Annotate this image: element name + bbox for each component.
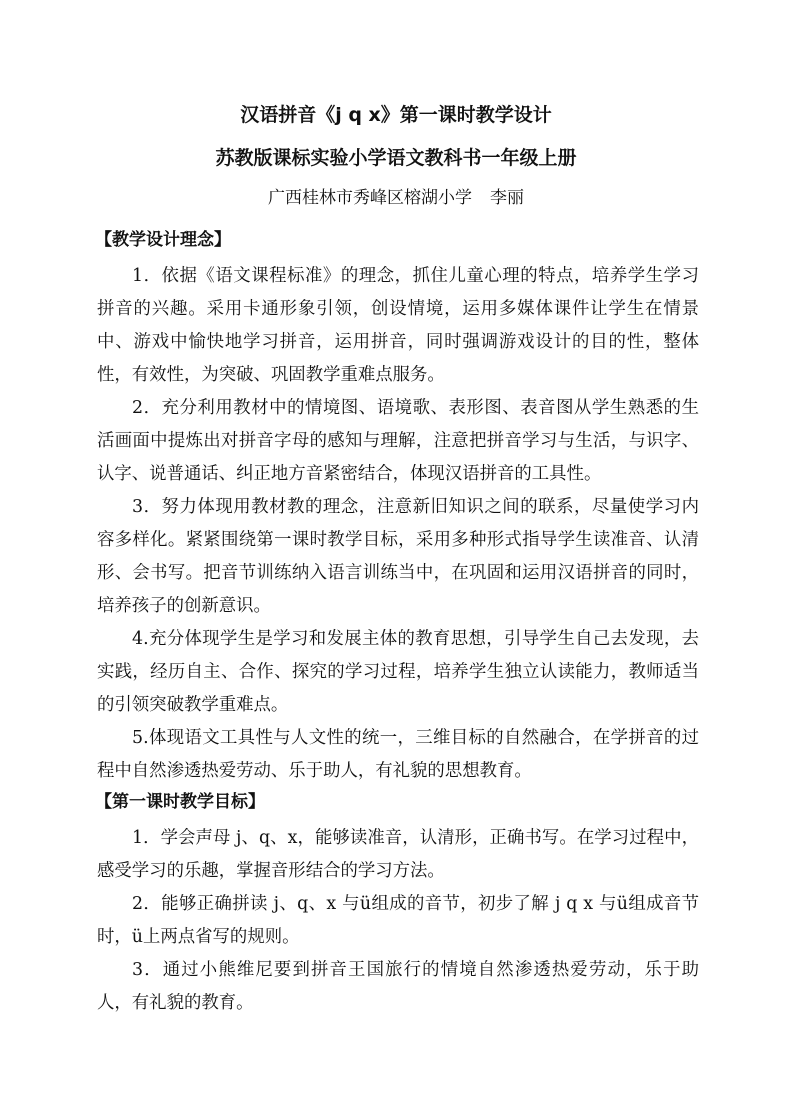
document-title: 汉语拼音《j q x》第一课时教学设计 bbox=[240, 104, 552, 126]
author-school: 广西桂林市秀峰区榕湖小学 bbox=[268, 188, 472, 208]
paragraph: 1．学会声母 j、q、x，能够读准音，认清形，正确书写。在学习过程中，感受学习的乐趣，掌握音形结合的学习方法。 bbox=[97, 828, 699, 881]
paragraph: 5.体现语文工具性与人文性的统一，三维目标的自然融合，在学拼音的过程中自然渗透热爱劳动、乐于助人，有礼貌的思想教育。 bbox=[97, 728, 699, 781]
section-heading-lesson-objectives: 【第一课时教学目标】 bbox=[95, 792, 265, 812]
paragraph: 2．充分利用教材中的情境图、语境歌、表形图、表音图从学生熟悉的生活画面中提炼出对拼音字母的感知与理解，注意把拼音学习与生活，与识字、认字、说普通话、纠正地方音紧密结合，体现汉语拼音的工具性。 bbox=[97, 398, 699, 484]
section-heading-design-philosophy: 【教学设计理念】 bbox=[95, 230, 231, 250]
paragraph: 3．通过小熊维尼要到拼音王国旅行的情境自然渗透热爱劳动，乐于助人，有礼貌的教育。 bbox=[97, 960, 699, 1013]
paragraph: 3．努力体现用教材教的理念，注意新旧知识之间的联系，尽量使学习内容多样化。紧紧围绕第一课时教学目标，采用多种形式指导学生读准音、认清形、会书写。把音节训练纳入语言训练当中，在巩固和运用汉语拼音的同时，培养孩子的创新意识。 bbox=[97, 497, 699, 616]
author-line bbox=[0, 186, 792, 210]
paragraph: 2．能够正确拼读 j、q、x 与ü组成的音节，初步了解 j q x 与ü组成音节时，ü上两点省写的规则。 bbox=[97, 894, 699, 947]
paragraph: 1．依据《语文课程标准》的理念，抓住儿童心理的特点，培养学生学习拼音的兴趣。采用卡通形象引领，创设情境，运用多媒体课件让学生在情景中、游戏中愉快地学习拼音，运用拼音，同时强调游戏设计的目的性，整体性，有效性，为突破、巩固教学重难点服务。 bbox=[97, 266, 699, 385]
paragraph: 4.充分体现学生是学习和发展主体的教育思想，引导学生自己去发现，去实践，经历自主、合作、探究的学习过程，培养学生独立认读能力，教师适当的引领突破教学重难点。 bbox=[97, 629, 699, 715]
document-subtitle: 苏教版课标实验小学语文教科书一年级上册 bbox=[215, 147, 577, 169]
author-name: 李丽 bbox=[490, 188, 524, 208]
